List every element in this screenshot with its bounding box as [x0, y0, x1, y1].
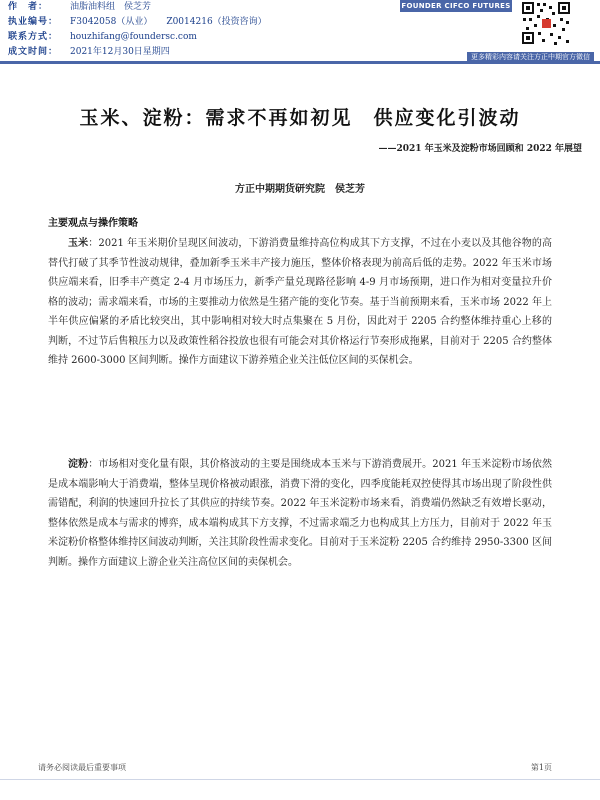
report-subtitle: ——2021 年玉米及淀粉市场回顾和 2022 年展望 [378, 144, 582, 154]
meta-contact-row [8, 30, 267, 45]
report-meta [8, 0, 267, 60]
paragraph-lead: 玉米 [68, 238, 89, 249]
contact-email-link[interactable]: houzhifang@foundersc.com [70, 32, 197, 42]
author-line: 方正中期期货研究院 侯芝芳 [235, 184, 365, 195]
meta-author-row [8, 0, 267, 15]
qr-code-icon [520, 0, 572, 46]
report-header [0, 0, 600, 70]
page-number: 第1页 [530, 763, 552, 772]
brand-logo: FOUNDER CIFCO FUTURES [401, 2, 511, 10]
meta-value: F3042058（从业） [70, 17, 153, 27]
meta-label: 执业编号： [8, 17, 59, 27]
paragraph-lead: 淀粉 [68, 459, 89, 470]
paragraph-text: ：2021 年玉米期价呈现区间波动，下游消费量维持高位构成其下方支撑，不过在小麦以及其他谷物的高替代打破了其季节性波动规律，叠加新季玉米丰产接力施压，整体价格表现为前高后低的走势。2022 年玉米市场供应端来看，旧季丰产奠定 2-4 月市场压力，新季产量兑现路径影响 4-9 月市场预期，进口作为相对变量拉升价格的波动；需求端来看，市场的主要推动力依然是生猪产能的变化节奏。基于当前预期来看，玉米市场 2022 年上半年供应偏紧的矛盾比较突出，其中影响相对较大时点集聚在 5 月份，因此对于 2205 合约整体维持重心上移的判断，不过节后售粮压力以及政策性稻谷投放也很有可能会对其价格运行节奏形成拖累，目前对于 2205 合约整体维持 2600-3000 区间判断。操作方面建议下游养殖企业关注低位区间的买保机会。 [48, 238, 552, 366]
footer-disclaimer-note: 请务必阅读最后重要事项 [38, 763, 126, 772]
meta-label: 成文时间： [8, 47, 59, 57]
meta-value: 油脂油料组 侯芝芳 [70, 2, 152, 12]
wechat-tagline: 更多精彩内容请关注方正中期官方微信 [467, 52, 594, 62]
meta-label: 联系方式： [8, 32, 59, 42]
paragraph-text: ：市场相对变化量有限，其价格波动的主要是围绕成本玉米与下游消费展开。2021 年玉米淀粉市场依然是成本端影响大于消费端，整体呈现价格被动跟涨，消费下滑的变化，四季度能耗双控使得其市场出现了阶段性供需错配，利润的快速回升拉长了其供应的持续节奏。2022 年玉米淀粉市场来看，消费端仍然缺乏有效增长驱动，整体依然是成本与需求的博弈，成本端构成其下方支撑，不过需求端乏力也构成其上方压力，目前对于 2022 年玉米淀粉价格整体维持区间波动判断，关注其阶段性需求变化。目前对于玉米淀粉 2205 合约维持 2950-3300 区间判断。操作方面建议上游企业关注高位区间的卖保机会。 [48, 459, 552, 568]
paragraph-corn [48, 234, 552, 371]
meta-label: 作 者： [8, 2, 49, 12]
section-title: 主要观点与操作策略 [48, 218, 138, 229]
meta-date-row [8, 45, 267, 60]
meta-license-row [8, 15, 267, 30]
paragraph-starch [48, 455, 552, 572]
meta-value: 2021年12月30日星期四 [70, 47, 170, 57]
report-title: 玉米、淀粉：需求不再如初见 供应变化引波动 [79, 107, 521, 129]
footer-divider [0, 779, 600, 780]
meta-value-secondary: Z0014216（投资咨询） [166, 17, 267, 27]
